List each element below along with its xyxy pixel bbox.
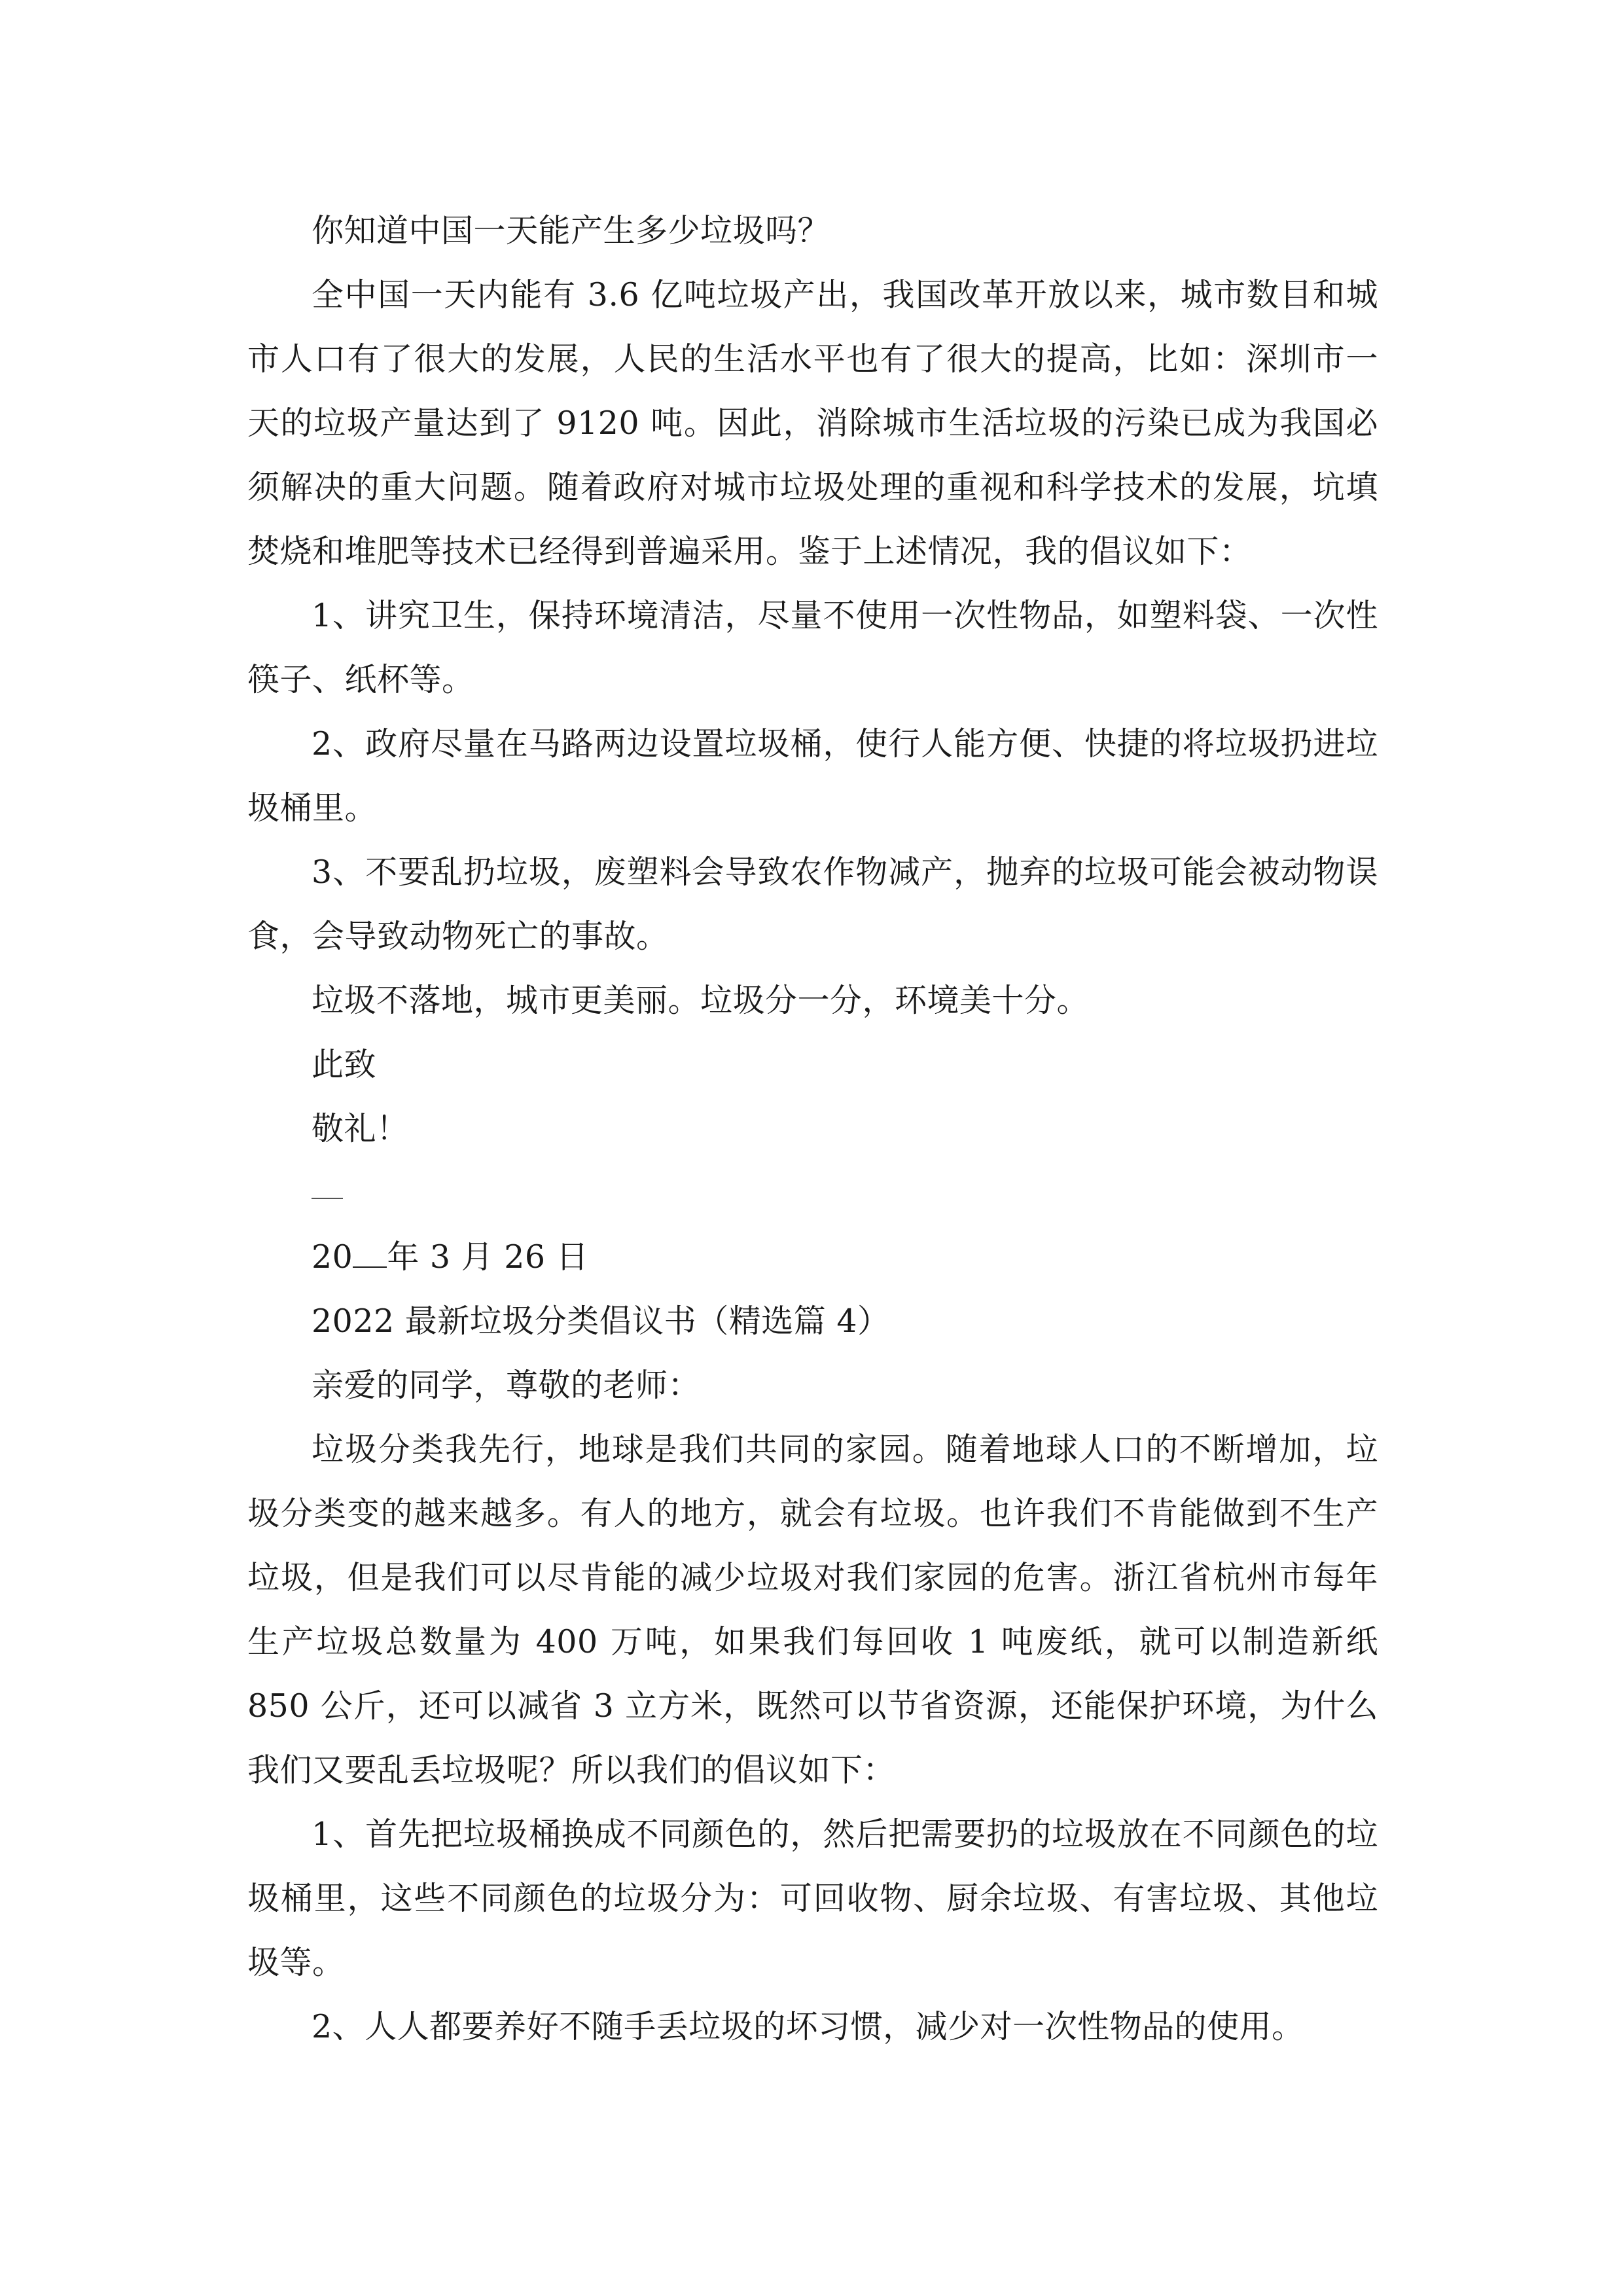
- closing-line-1: 此致: [312, 1046, 377, 1083]
- proposal-item-2: 2、政府尽量在马路两边设置垃圾桶，使行人能方便、快捷的将垃圾扔进垃圾桶里。: [247, 725, 1378, 827]
- slogan-line: 垃圾不落地，城市更美丽。垃圾分一分，环境美十分。: [312, 982, 1090, 1019]
- greeting-line: 亲爱的同学，尊敬的老师：: [312, 1367, 701, 1404]
- paragraph-intro: 全中国一天内能有 3.6 亿吨垃圾产出，我国改革开放以来，城市数目和城市人口有了很大的发展，人民的生活水平也有了很大的提高，比如：深圳市一天的垃圾产量达到了 9120 吨。因此，消除城市生活垃圾的污染已成为我国必须解决的重大问题。随着政府对城市垃圾处理的重视和科学技术的发展，坑填焚烧和堆肥等技术已经得到普遍采用。鉴于上述情况，我的倡议如下：: [247, 276, 1378, 570]
- proposal-item-3: 3、不要乱扔垃圾，废塑料会导致农作物减产，抛弃的垃圾可能会被动物误食，会导致动物死亡的事故。: [247, 853, 1378, 955]
- signature-blank: [247, 1161, 1378, 1225]
- proposal-item-4: 1、首先把垃圾桶换成不同颜色的，然后把需要扔的垃圾放在不同颜色的垃圾桶里，这些不同颜色的垃圾分为：可回收物、厨余垃圾、有害垃圾、其他垃圾等。: [247, 1816, 1378, 1981]
- section-title: 2022 最新垃圾分类倡议书（精选篇 4）: [312, 1302, 890, 1340]
- paragraph-main: 垃圾分类我先行，地球是我们共同的家园。随着地球人口的不断增加，垃圾分类变的越来越多。有人的地方，就会有垃圾。也许我们不肯能做到不生产垃圾，但是我们可以尽肯能的减少垃圾对我们家园的危害。浙江省杭州市每年生产垃圾总数量为 400 万吨，如果我们每回收 1 吨废纸，就可以制造新纸 850 公斤，还可以减省 3 立方米，既然可以节省资源，还能保护环境，为什么我们又要乱丢垃圾呢？所以我们的倡议如下：: [247, 1431, 1378, 1789]
- proposal-item-1: 1、讲究卫生，保持环境清洁，尽量不使用一次性物品，如塑料袋、一次性筷子、纸杯等。: [247, 597, 1378, 698]
- signature-dash: [312, 1198, 343, 1199]
- document-body: [247, 199, 1378, 2059]
- closing-line-2: 敬礼！: [312, 1110, 409, 1147]
- question-line: 你知道中国一天能产生多少垃圾吗？: [312, 212, 830, 249]
- date-suffix: 年 3 月 26 日: [387, 1238, 589, 1276]
- date-line: [247, 1225, 1378, 1289]
- date-prefix: 20: [312, 1238, 353, 1276]
- proposal-item-5: 2、人人都要养好不随手丢垃圾的坏习惯，减少对一次性物品的使用。: [312, 2008, 1304, 2045]
- date-blank-underline: [353, 1240, 387, 1268]
